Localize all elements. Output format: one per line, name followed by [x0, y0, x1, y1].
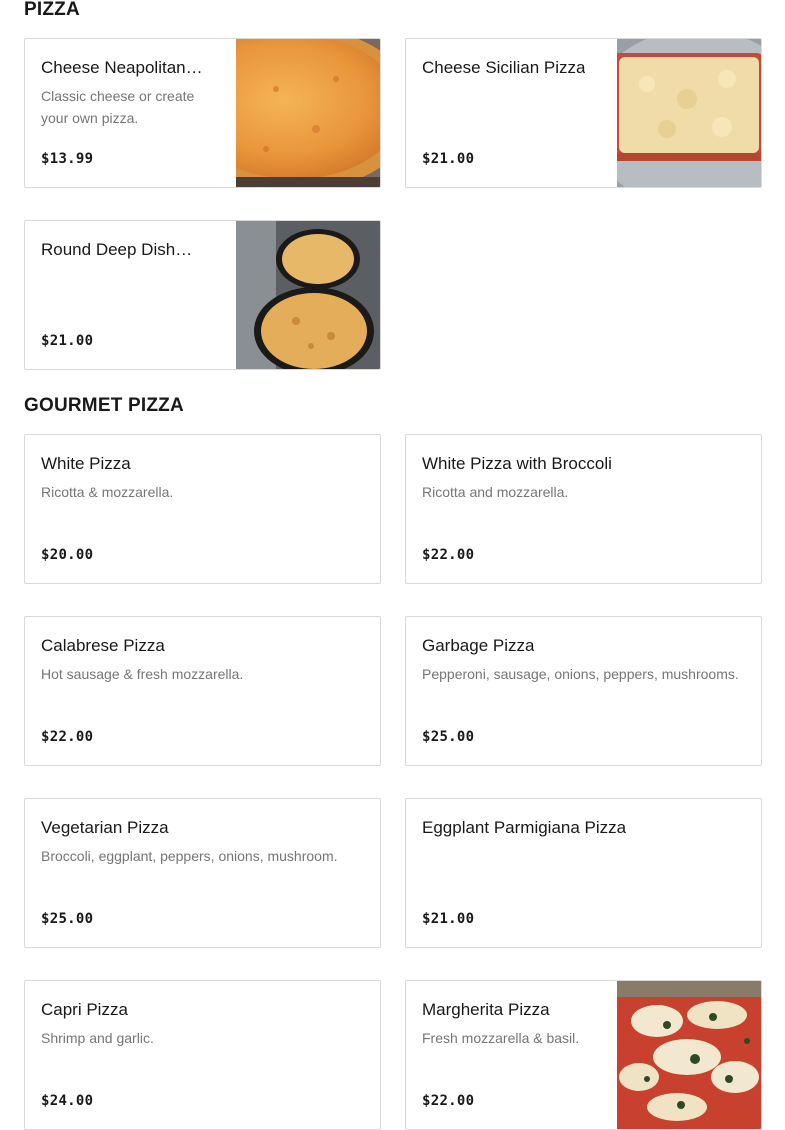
- item-price: $25.00: [422, 729, 475, 745]
- menu-item-white-pizza[interactable]: [24, 434, 381, 584]
- menu-item-eggplant-parmigiana-pizza[interactable]: [405, 798, 762, 948]
- item-price: $22.00: [422, 1093, 475, 1109]
- item-name: Round Deep Dish…: [41, 240, 193, 259]
- item-name: Garbage Pizza: [422, 636, 535, 655]
- item-price: $25.00: [41, 911, 94, 927]
- item-name: White Pizza with Broccoli: [422, 454, 612, 473]
- menu-item-white-pizza-broccoli[interactable]: [405, 434, 762, 584]
- menu-item-vegetarian-pizza[interactable]: [24, 798, 381, 948]
- sicilian-pizza-photo: [617, 39, 761, 187]
- item-description: Classic cheese or create your own pizza.: [41, 88, 195, 126]
- item-name: Cheese Neapolitan…: [41, 58, 203, 77]
- deep-dish-pizza-photo: [236, 221, 380, 369]
- item-name: White Pizza: [41, 454, 131, 473]
- item-price: $20.00: [41, 547, 94, 563]
- item-description: Fresh mozzarella & basil.: [422, 1030, 580, 1046]
- item-price: $21.00: [422, 151, 475, 167]
- section-title-pizza: PIZZA: [24, 0, 80, 20]
- item-price: $22.00: [41, 729, 94, 745]
- item-name: Calabrese Pizza: [41, 636, 165, 655]
- menu-item-cheese-neapolitan[interactable]: [24, 38, 381, 188]
- item-price: $22.00: [422, 547, 475, 563]
- item-name: Eggplant Parmigiana Pizza: [422, 818, 627, 837]
- item-name: Capri Pizza: [41, 1000, 128, 1019]
- menu-item-cheese-sicilian[interactable]: [405, 38, 762, 188]
- item-description: Pepperoni, sausage, onions, peppers, mushrooms.: [422, 666, 739, 682]
- menu-item-calabrese-pizza[interactable]: [24, 616, 381, 766]
- menu-item-capri-pizza[interactable]: [24, 980, 381, 1130]
- item-name: Margherita Pizza: [422, 1000, 550, 1019]
- item-price: $21.00: [422, 911, 475, 927]
- item-description: Hot sausage & fresh mozzarella.: [41, 666, 244, 682]
- item-description: Ricotta & mozzarella.: [41, 484, 174, 500]
- margherita-pizza-photo: [617, 981, 761, 1129]
- menu-item-margherita-pizza[interactable]: [405, 980, 762, 1130]
- item-price: $13.99: [41, 151, 94, 167]
- item-price: $24.00: [41, 1093, 94, 1109]
- item-description: Ricotta and mozzarella.: [422, 484, 569, 500]
- section-title-gourmet-pizza: GOURMET PIZZA: [24, 395, 184, 416]
- item-name: Cheese Sicilian Pizza: [422, 58, 586, 77]
- item-description: Broccoli, eggplant, peppers, onions, mushroom.: [41, 848, 338, 864]
- menu-item-round-deep-dish[interactable]: [24, 220, 381, 370]
- item-description: Shrimp and garlic.: [41, 1030, 154, 1046]
- item-price: $21.00: [41, 333, 94, 349]
- neapolitan-pizza-photo: [236, 39, 380, 187]
- menu-item-garbage-pizza[interactable]: [405, 616, 762, 766]
- item-name: Vegetarian Pizza: [41, 818, 169, 837]
